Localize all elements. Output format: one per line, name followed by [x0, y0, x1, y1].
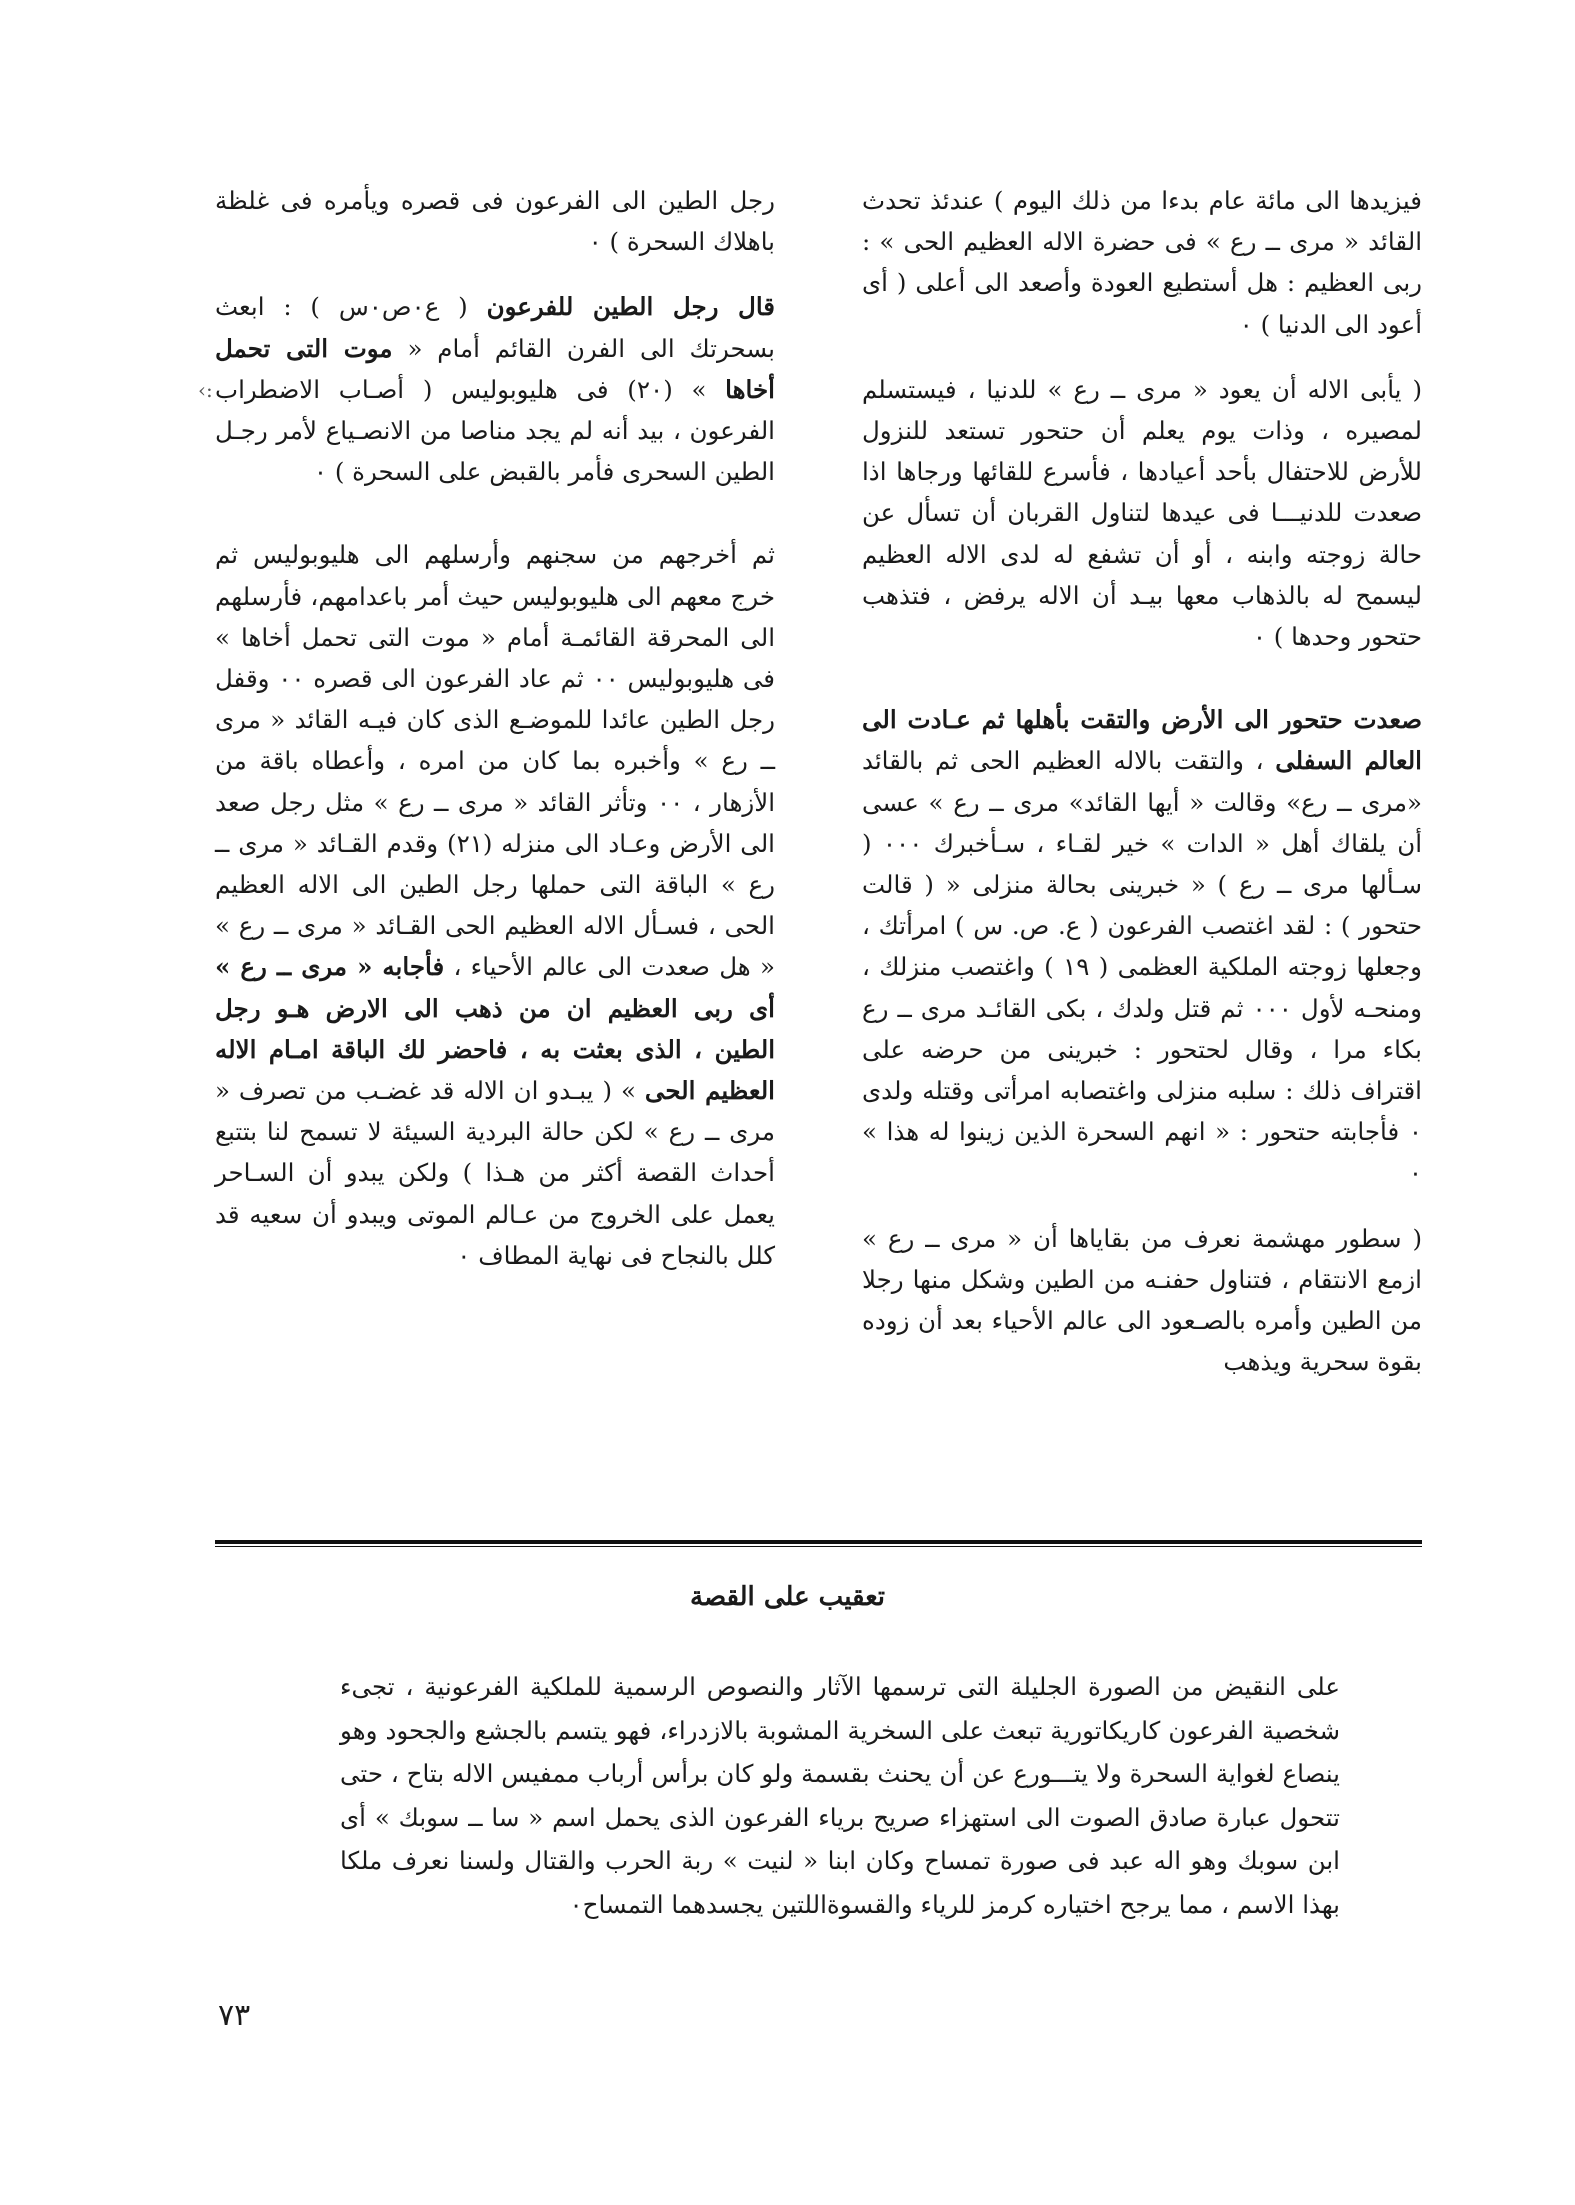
- left-paragraph-2-bold-b: موت التى تحمل أخاها: [215, 333, 775, 404]
- section-heading: تعقيب على القصة: [690, 1582, 885, 1612]
- right-paragraph-3: [862, 699, 1422, 1193]
- right-paragraph-1: فيزيدها الى مائة عام بدءا من ذلك اليوم ) عندئذ تحدث القائد « مرى ــ رع » فى حضرة الاله العظيم الحى » : ربى العظيم : هل أستطيع العودة وأصعد الى أعلى ( أى أعود الى الدنيا ) ٠: [862, 186, 1422, 339]
- right-column: [862, 180, 1422, 1382]
- left-paragraph-2: [215, 286, 775, 492]
- left-column: [215, 180, 775, 1276]
- right-paragraph-4: ( سطور مهشمة نعرف من بقاياها أن « مرى ــ رع » ازمع الانتقام ، فتناول حفنـه من الطين وشكل منها رجلا من الطين وأمره بالصـعود الى عالم الأحياء بعد أن زوده بقوة سحرية ويذهب: [862, 1223, 1422, 1377]
- left-paragraph-2-text-a: ( ع٠ص٠س ) : ابعث بسحرتك الى الفرن القائم أمام «: [215, 292, 776, 363]
- left-paragraph-2-text-b: » (٢٠) فى هليوبوليس ( أصـاب الاضطراب الفرعون ، بيد أنه لم يجد مناصا من الانصـياع لأمر رجـل الطين السحرى فأمر بالقبض على السحرة ) ٠: [215, 374, 775, 487]
- page-number: ٧٣: [218, 1998, 251, 2033]
- margin-mark: ‹:: [198, 378, 213, 402]
- left-paragraph-3: [215, 534, 775, 1276]
- left-paragraph-3-text: ثم أخرجهم من سجنهم وأرسلهم الى هليوبوليس ثم خرج معهم الى هليوبوليس حيث أمر باعدامهم، فأرسلهم الى المحرقة القائمـة أمام « موت التى تحمل أخاها » فى هليوبوليس ٠٠ ثم عاد الفرعون الى قصره ٠٠ وقفل رجل الطين عائدا للموضـع الذى كان فيـه القائد « مرى ــ رع » وأخبره بما كان من امره ، وأعطاه باقة من الأزهار ، ٠٠ وتأثر القائد « مرى ــ رع » مثل رجل صعد الى الأرض وعـاد الى منزله (٢١) وقدم القـائد « مرى ــ رع » الباقة التى حملها رجل الطين الى الاله العظيم الحى ، فسـأل الاله العظيم الحى القـائد « مرى ــ رع » « هل صعدت الى عالم الأحياء ،: [215, 540, 776, 982]
- right-paragraph-2: ( يأبى الاله أن يعود « مرى ــ رع » للدنيا ، فيستسلم لمصيره ، وذات يوم يعلم أن حتحور تستعد للنزول للأرض للاحتفال بأحد أعيادها ، فأسرع للقائها ورجاها اذا صعدت للدنيـــا فى عيدها لتناول القربان أن تسأل عن حالة زوجته وابنه ، أو أن تشفع له لدى الاله العظيم ليسمح له بالذهاب معها بيـد أن الاله يرفض ، فتذهب حتحور وحدها ) ٠: [862, 374, 1422, 652]
- left-paragraph-2-bold-a: قال رجل الطين للفرعون: [486, 292, 775, 322]
- section-divider: [215, 1540, 1422, 1547]
- right-paragraph-3-bold: صعدت حتحور الى الأرض والتقت بأهلها ثم عـادت الى العالم السفلى: [862, 705, 1422, 776]
- left-paragraph-3-end: » ( يبـدو ان الاله قد غضـب من تصرف « مرى ــ رع » لكن حالة البردية السيئة لا تسمح لنا بتتبع أحداث القصة أكثر من هـذا ) ولكن يبدو أن السـاحر يعمل على الخروج من عـالم الموتى ويبدو أن سعيه قد كلل بالنجاح فى نهاية المطاف ٠: [215, 1076, 775, 1270]
- commentary-text: على النقيض من الصورة الجليلة التى ترسمها الآثار والنصوص الرسمية للملكية الفرعونية ، تجىء شخصية الفرعون كاريكاتورية تبعث على السخرية المشوبة بالازدراء، فهو يتسم بالجشع والجحود وهو ينصاع لغواية السحرة ولا يتـــورع عن أن يحنث بقسمة ولو كان برأس أرباب ممفيس الاله بتاح ، حتى تتحول عبارة صادق الصوت الى استهزاء صريح برياء الفرعون الذى يحمل اسم « سا ــ سوبك » أى ابن سوبك وهو اله عبد فى صورة تمساح وكان ابنا « لنيت » ربة الحرب والقتال ولسنا نعرف ملكا بهذا الاسم ، مما يرجح اختياره كرمز للرياء والقسوةاللتين يجسدهما التمساح٠: [340, 1672, 1340, 1919]
- left-paragraph-1: رجل الطين الى الفرعون فى قصره ويأمره فى غلظة باهلاك السحرة ) ٠: [215, 186, 775, 257]
- left-paragraph-3-bold: فأجابه « مرى ــ رع » أى ربى العظيم ان من ذهب الى الارض هـو رجل الطين ، الذى بعثت به ، فاحضر لك الباقة امـام الاله العظيم الحى: [215, 952, 775, 1106]
- right-paragraph-3-text: ، والتقت بالاله العظيم الحى ثم بالقائد «مرى ــ رع» وقالت « أيها القائد» مرى ــ رع » عسى أن يلقاك أهل « الدات » خير لقـاء ، سـأخبرك ٠٠٠ ( سـألها مرى ــ رع ) « خبرينى بحالة منزلى « ( قالت حتحور ) : لقد اغتصب الفرعون ( ع. ص. س ) امرأتك ، وجعلها زوجته الملكية العظمى ( ١٩ ) واغتصب منزلك ، ومنحـه لأول ٠٠٠ ثم قتل ولدك ، بكى القائـد مرى ــ رع بكاء مرا ، وقال لحتحور : خبرينى من حرضه على اقتراف ذلك : سلبه منزلى واغتصابه امرأتى وقتله ولدى ٠ فأجابته حتحور : « انهم السحرة الذين زينوا له هذا » ٠: [862, 746, 1423, 1188]
- commentary-paragraph: [340, 1665, 1340, 1926]
